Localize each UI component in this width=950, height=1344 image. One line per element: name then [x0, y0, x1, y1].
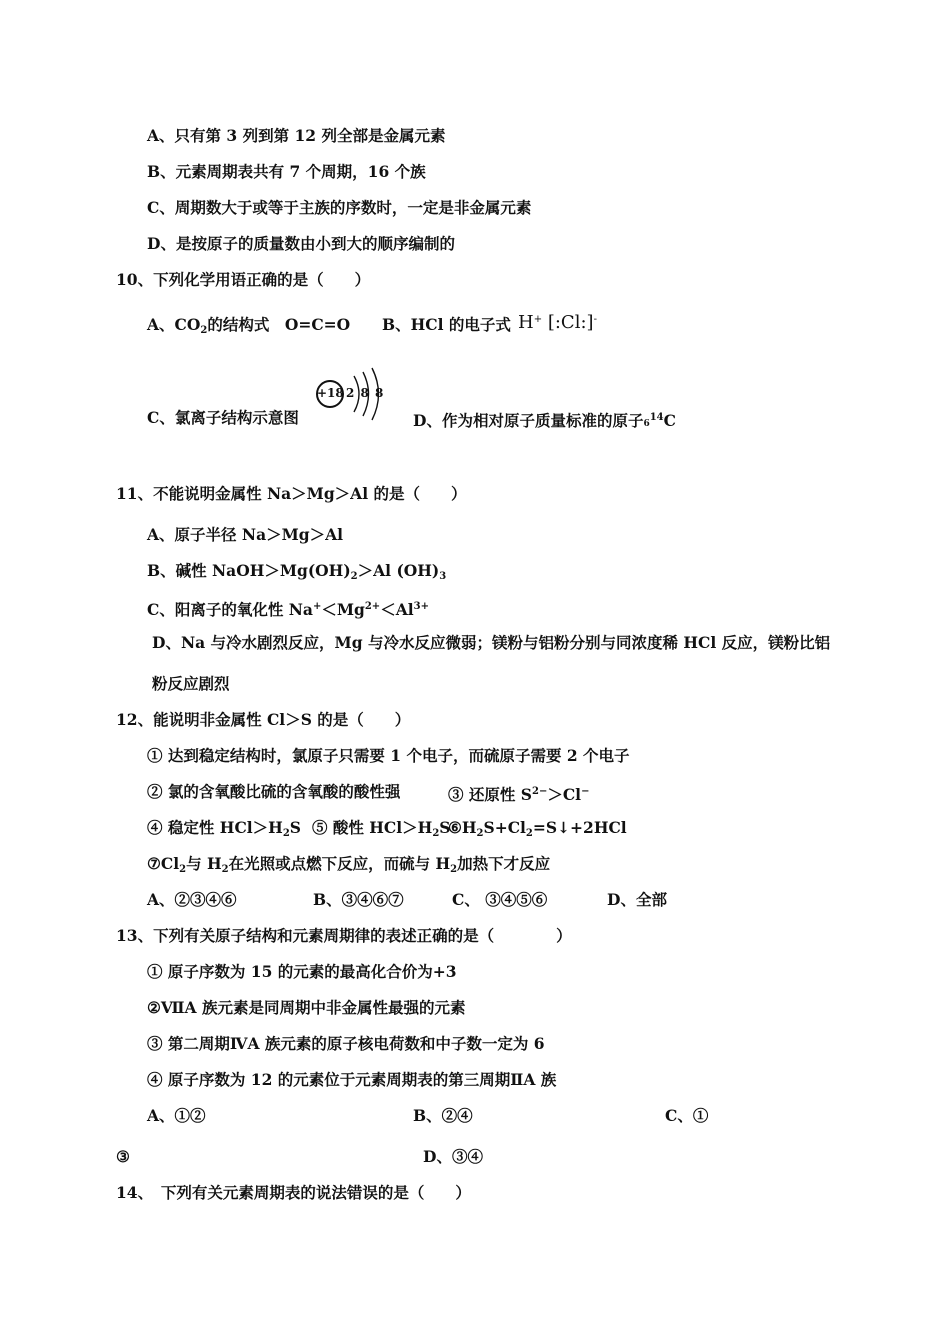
q13-option-a: A、①② [147, 1106, 206, 1125]
q13-option-b: B、②④ [413, 1106, 473, 1125]
q13-option-c: C、① [665, 1106, 709, 1125]
electron-shells: 2 8 8 [346, 386, 385, 400]
nucleus-charge: +18 [317, 386, 344, 400]
q10-option-c: C、氯离子结构示意图 [147, 408, 299, 427]
q13-option-c-cont: ③ [116, 1147, 130, 1166]
q12-option-d: D、全部 [607, 890, 667, 909]
q11-option-a: A、原子半径 Na＞Mg＞Al [147, 525, 344, 544]
q12-item-4: ④ 稳定性 $HCl>H_2S$ [147, 818, 301, 839]
q14-stem: 14、 下列有关元素周期表的说法错误的是（ ） [116, 1183, 471, 1202]
q12-item-6: $⑥H_2S+Cl_2=S↓+2HCl$ [448, 818, 627, 839]
q12-item-3: ③ 还原性 $S^{2-}>Cl^-$ [448, 785, 590, 804]
q13-stem: 13、下列有关原子结构和元素周期律的表述正确的是（ ） [116, 926, 572, 945]
q9-option-d: D、是按原子的质量数由小到大的顺序编制的 [147, 234, 455, 253]
q13-item-3: ③ 第二周期ⅣA 族元素的原子核电荷数和中子数一定为 6 [147, 1034, 545, 1053]
q11-option-d-line1: D、Na 与冷水剧烈反应，Mg 与冷水反应微弱；镁粉与铝粉分别与同浓度稀 HCl 反应，镁粉比铝 [152, 633, 831, 652]
q9-option-c: C、周期数大于或等于主族的序数时，一定是非金属元素 [147, 198, 532, 217]
q12-item-7: $⑦Cl_2$与 $H_2$在光照或点燃下反应，而硫与 $H_2$加热下才反应 [147, 854, 551, 875]
q12-option-b: B、③④⑥⑦ [313, 890, 404, 909]
q9-option-b: B、元素周期表共有 7 个周期，16 个族 [147, 162, 426, 181]
q11-stem: 11、不能说明金属性 Na＞Mg＞Al 的是（ ） [116, 484, 467, 503]
q12-option-a: A、②③④⑥ [147, 890, 237, 909]
q10-option-a: A、$CO_2$的结构式 O=C=O [147, 315, 351, 336]
q13-option-d: D、③④ [423, 1147, 483, 1166]
q13-item-4: ④ 原子序数为 12 的元素位于元素周期表的第三周期ⅡA 族 [147, 1070, 557, 1089]
q11-option-c: C、阳离子的氧化性 $Na^+<Mg^{2+}<Al^{3+}$ [147, 600, 429, 619]
q12-item-5: ⑤ 酸性 $HCl>H_2S$ [312, 818, 451, 839]
q12-option-c: C、 ③④⑤⑥ [452, 890, 548, 909]
q12-item-2: ② 氯的含氧酸比硫的含氧酸的酸性强 [147, 782, 401, 801]
q12-stem: 12、能说明非金属性 Cl＞S 的是（ ） [116, 710, 411, 729]
q9-option-a: A、只有第 3 列到第 12 列全部是金属元素 [147, 126, 446, 145]
q11-option-d-line2: 粉反应剧烈 [152, 674, 230, 693]
q13-item-1: ① 原子序数为 15 的元素的最高化合价为+3 [147, 962, 457, 981]
q11-option-b: B、碱性 $NaOH>Mg(OH)_2>Al$ $(OH)_3$ [147, 561, 447, 582]
q10-option-b: B、HCl 的电子式 [382, 315, 511, 334]
chloride-ion-diagram [308, 360, 388, 432]
q10-option-d: D、作为相对原子质量标准的原子$6^{14}C$ [413, 411, 676, 430]
q13-item-2: ②ⅦA 族元素是同周期中非金属性最强的元素 [147, 998, 466, 1017]
q12-item-1: ① 达到稳定结构时，氯原子只需要 1 个电子，而硫原子需要 2 个电子 [147, 746, 630, 765]
q10-stem: 10、下列化学用语正确的是（ ） [116, 270, 371, 289]
hcl-electron-formula: H+ [:Cl:]- [518, 312, 597, 333]
